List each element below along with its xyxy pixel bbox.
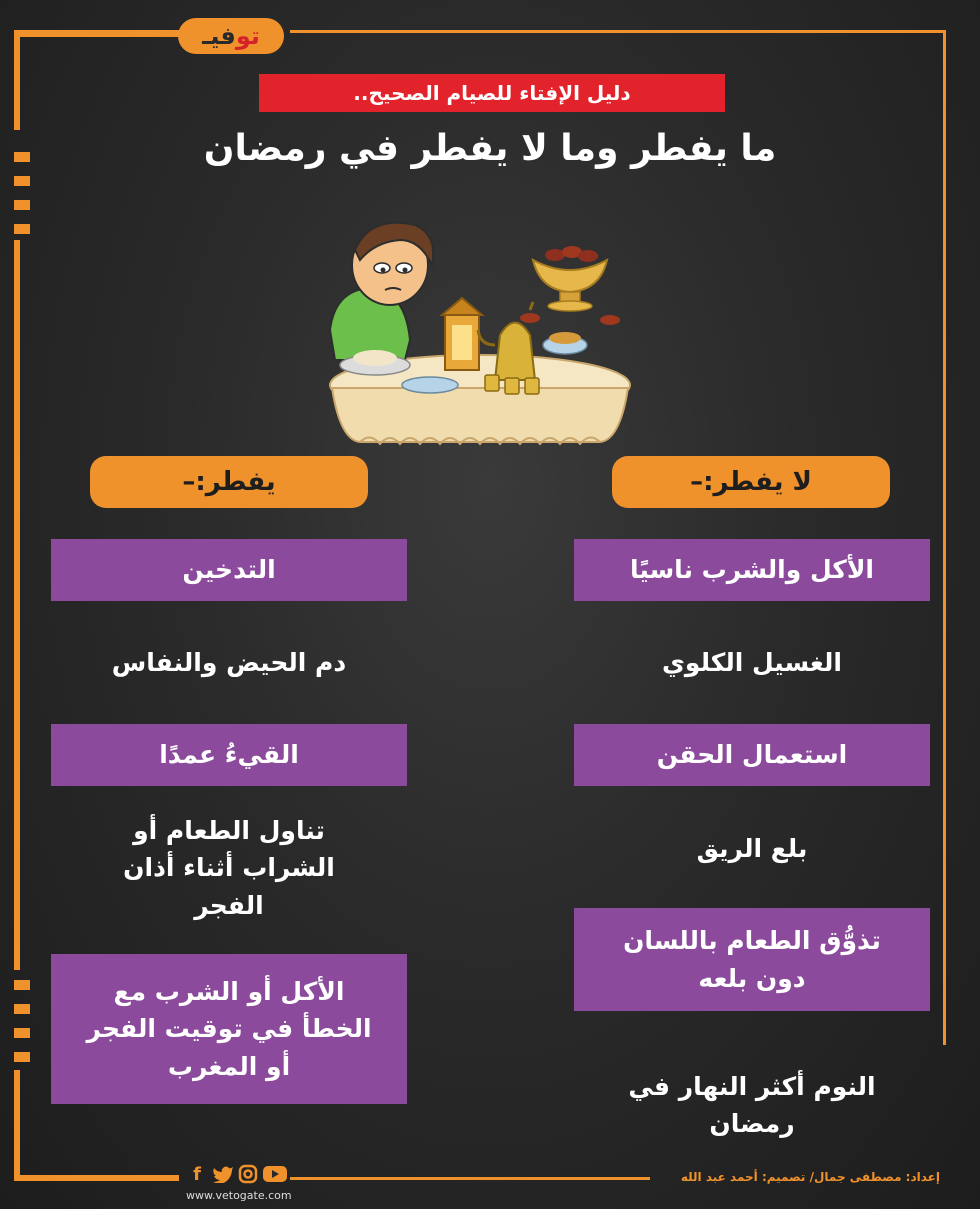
not-breaks-item-text: الأكل والشرب ناسيًا — [630, 555, 875, 585]
frame-dash — [14, 980, 30, 990]
breaks-item — [51, 954, 407, 1104]
breaks-item — [51, 632, 407, 694]
not-breaks-item — [574, 818, 930, 880]
subtitle-banner — [259, 74, 725, 112]
page-title: ما يفطر وما لا يفطر في رمضان — [203, 128, 777, 169]
frame-bottom-left-border — [14, 1175, 179, 1181]
not-breaks-item — [574, 539, 930, 601]
breaks-item-text: دم الحيض والنفاس — [111, 648, 347, 678]
social-icons — [186, 1163, 288, 1185]
logo-text-part1: فيـ — [202, 22, 236, 50]
not-breaks-item-text: بلع الريق — [696, 834, 808, 864]
frame-dash — [14, 1052, 30, 1062]
frame-dash — [14, 1004, 30, 1014]
breaks-item — [51, 815, 407, 920]
not-breaks-item — [574, 724, 930, 786]
youtube-icon[interactable] — [262, 1164, 288, 1184]
website-url[interactable]: www.vetogate.com — [186, 1189, 292, 1202]
breaks-fast-heading — [90, 456, 368, 508]
frame-right-border — [943, 30, 946, 1045]
not-breaks-fast-heading-text: لا يفطر:– — [690, 467, 812, 497]
frame-left-border-mid — [14, 240, 20, 970]
subtitle-text: دليل الإفتاء للصيام الصحيح.. — [353, 81, 631, 105]
iftar-table-illustration — [320, 210, 640, 455]
not-breaks-fast-heading — [612, 456, 890, 508]
frame-dash — [14, 176, 30, 186]
frame-top-border — [290, 30, 945, 33]
breaks-item — [51, 724, 407, 786]
credits-text: إعداد: مصطفى جمال/ تصميم: أحمد عبد الله — [680, 1170, 940, 1184]
not-breaks-item-text: استعمال الحقن — [656, 740, 848, 770]
facebook-icon[interactable]: f — [193, 1163, 201, 1185]
not-breaks-item-text: الغسيل الكلوي — [661, 648, 843, 678]
frame-left-border-top — [14, 30, 20, 130]
frame-bottom-border — [290, 1177, 650, 1180]
breaks-item-text: القيءُ عمدًا — [159, 740, 299, 770]
frame-top-left-border — [14, 30, 179, 37]
frame-dash — [14, 224, 30, 234]
frame-dash — [14, 200, 30, 210]
not-breaks-item — [574, 1055, 930, 1155]
not-breaks-item-text: النوم أكثر النهار في رمضان — [628, 1071, 876, 1138]
breaks-fast-heading-text: يفطر:– — [182, 467, 276, 497]
twitter-icon[interactable] — [212, 1165, 234, 1183]
frame-dash — [14, 1028, 30, 1038]
not-breaks-item — [574, 632, 930, 694]
not-breaks-item-text: تذوُّق الطعام باللسان دون بلعه — [623, 926, 881, 993]
frame-left-border-bottom — [14, 1070, 20, 1181]
breaks-item — [51, 539, 407, 601]
breaks-item-text: الأكل أو الشرب مع الخطأ في توقيت الفجر أو المغرب — [86, 976, 372, 1081]
not-breaks-item — [574, 908, 930, 1011]
breaks-item-text: التدخين — [182, 555, 276, 585]
instagram-icon[interactable] — [238, 1164, 258, 1184]
brand-logo — [178, 18, 284, 54]
breaks-item-text: تناول الطعام أو الشراب أثناء أذان الفجر — [123, 815, 335, 920]
logo-text-part2: تو — [235, 22, 260, 50]
